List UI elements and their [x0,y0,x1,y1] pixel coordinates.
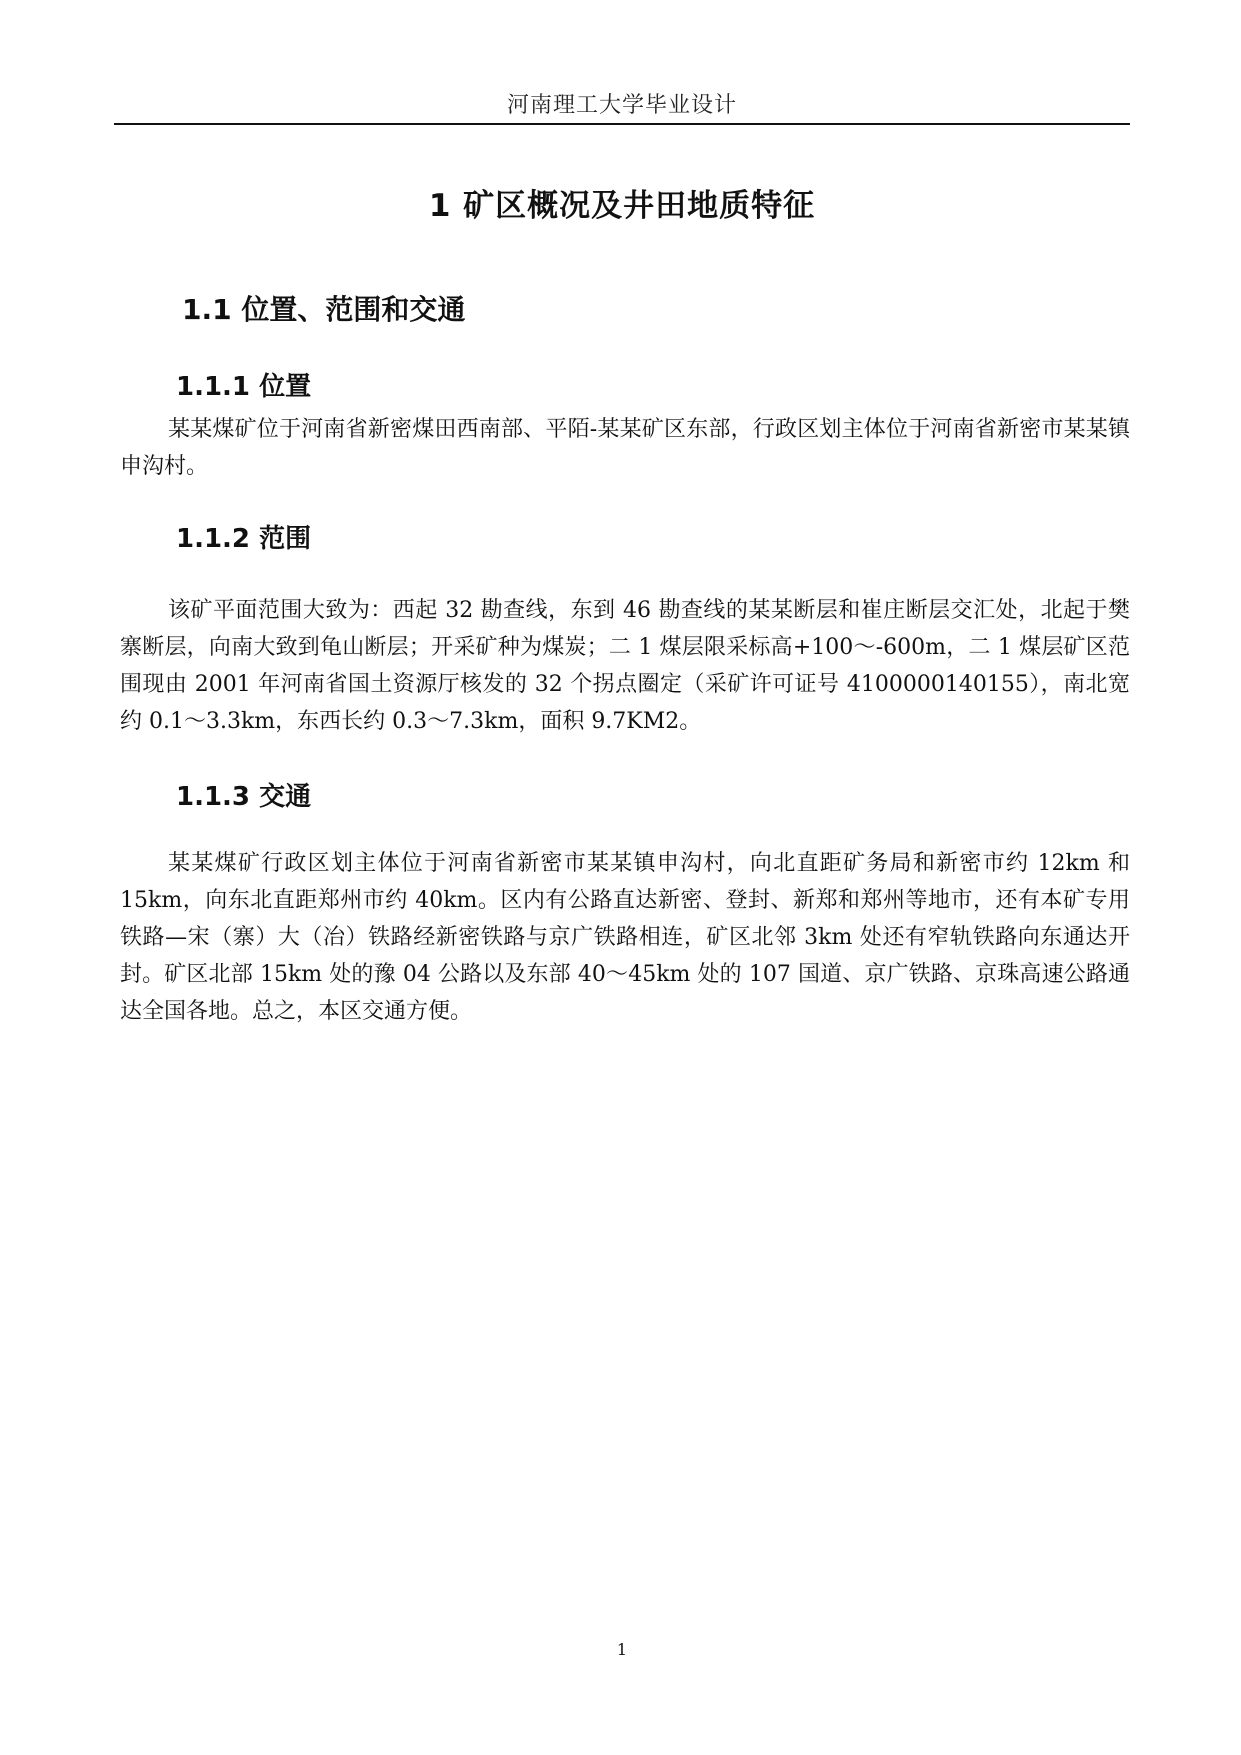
section-heading-1-1-2: 1.1.2 范围 [176,524,312,554]
paragraph-scope: 该矿平面范围大致为：西起 32 勘查线，东到 46 勘查线的某某断层和崔庄断层交汇处，北起于樊寨断层，向南大致到龟山断层；开采矿种为煤炭；二 1 煤层限采标高+100～-600m，二 1 煤层矿区范围现由 2001 年河南省国土资源厅核发的 32 个拐点圈定（采矿许可证号 4100000140155），南北宽约 0.1～3.3km，东西长约 0.3～7.3km，面积 9.7KM2。 [120,598,1130,734]
header-divider [114,123,1130,125]
section-heading-1-1-1: 1.1.1 位置 [176,372,312,402]
page-header: 河南理工大学毕业设计 [506,93,737,118]
page-number: 1 [616,1640,628,1659]
section-heading-1-1: 1.1 位置、范围和交通 [182,293,466,326]
paragraph-transport: 某某煤矿行政区划主体位于河南省新密市某某镇申沟村，向北直距矿务局和新密市约 12km 和 15km，向东北直距郑州市约 40km。区内有公路直达新密、登封、新郑和郑州等地市，还有本矿专用铁路—宋（寨）大（冶）铁路经新密铁路与京广铁路相连，矿区北邻 3km 处还有窄轨铁路向东通达开封。矿区北部 15km 处的豫 04 公路以及东部 40～45km 处的 107 国道、京广铁路、京珠高速公路通达全国各地。总之，本区交通方便。 [120,851,1130,1024]
chapter-title: 1 矿区概况及井田地质特征 [428,188,816,224]
section-heading-1-1-3: 1.1.3 交通 [176,782,312,812]
paragraph-location: 某某煤矿位于河南省新密煤田西南部、平陌-某某矿区东部，行政区划主体位于河南省新密市某某镇申沟村。 [120,417,1130,479]
